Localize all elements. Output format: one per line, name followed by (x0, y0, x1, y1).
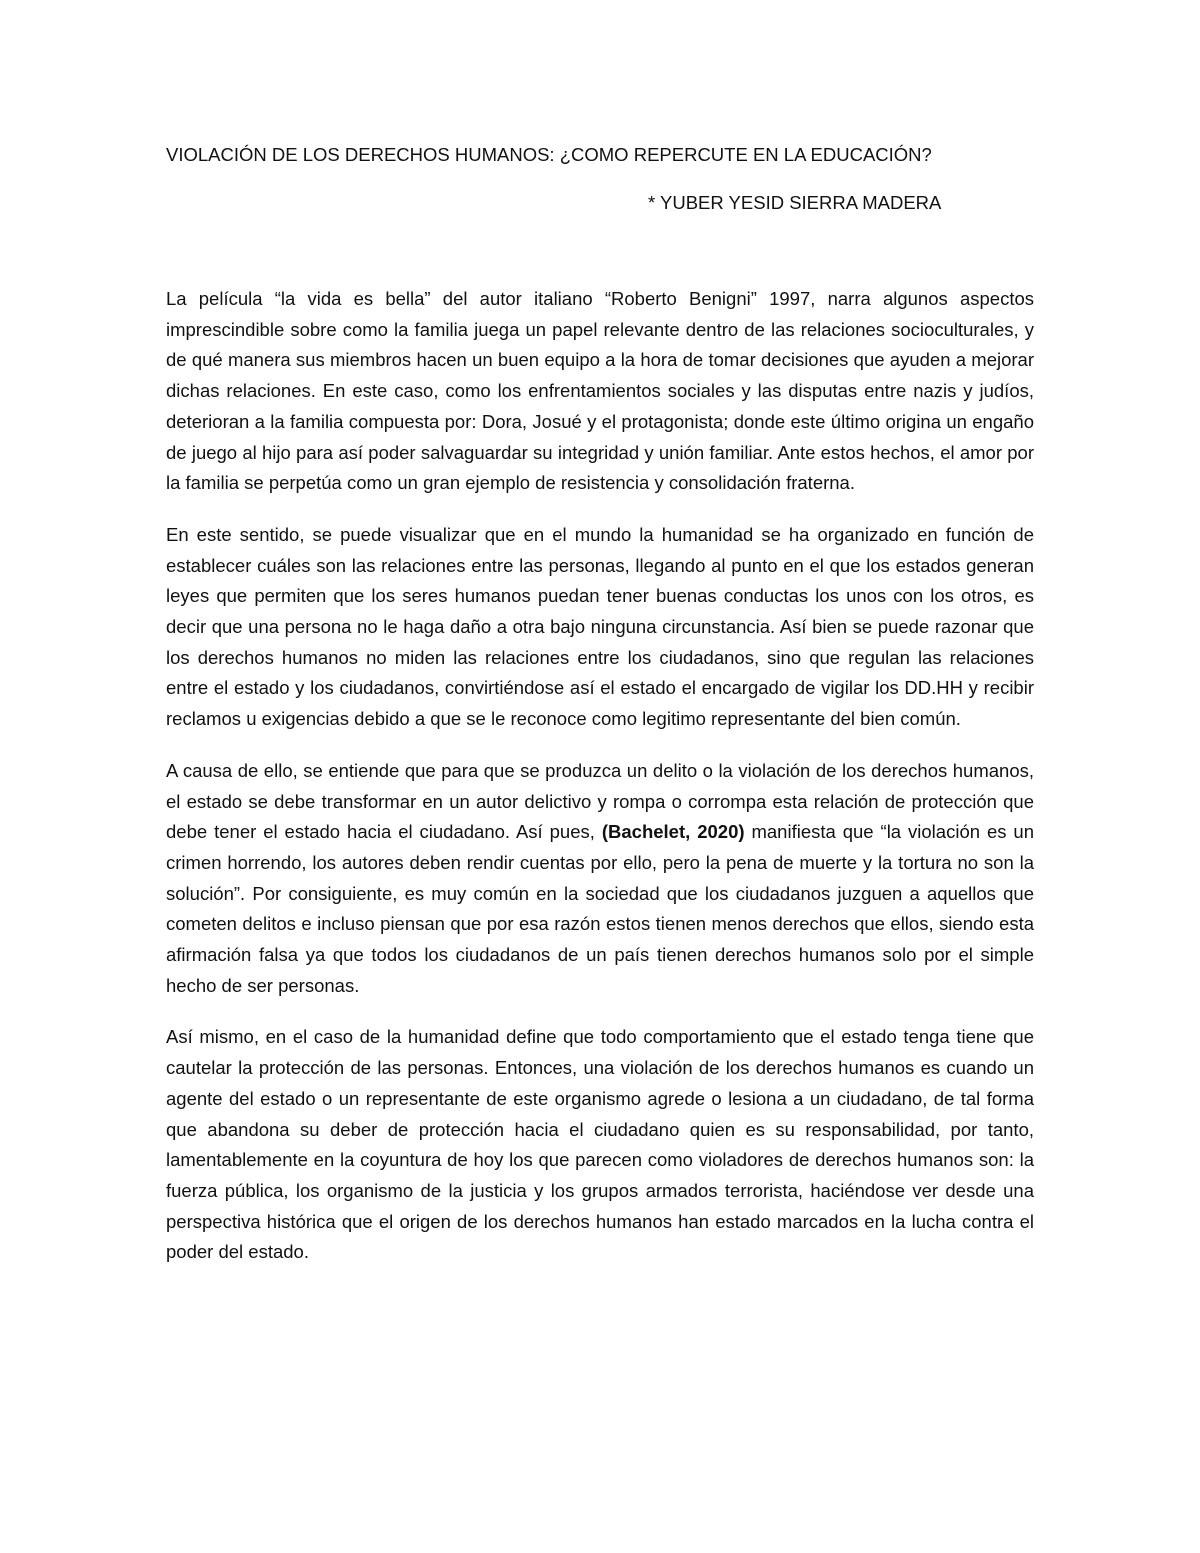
document-title: VIOLACIÓN DE LOS DERECHOS HUMANOS: ¿COMO REPERCUTE EN LA EDUCACIÓN? (166, 144, 932, 165)
paragraph-3 (166, 756, 1034, 1002)
paragraph-1: La película “la vida es bella” del autor italiano “Roberto Benigni” 1997, narra algunos aspectos imprescindible sobre como la familia juega un papel relevante dentro de las relaciones socioculturales, y de qué manera sus miembros hacen un buen equipo a la hora de tomar decisiones que ayuden a mejorar dichas relaciones. En este caso, como los enfrentamientos sociales y las disputas entre nazis y judíos, deterioran a la familia compuesta por: Dora, Josué y el protagonista; donde este último origina un engaño de juego al hijo para así poder salvaguardar su integridad y unión familiar. Ante estos hechos, el amor por la familia se perpetúa como un gran ejemplo de resistencia y consolidación fraterna. (166, 288, 1034, 494)
paragraph-3-before-citation: A causa de ello, se entiende que para que se produzca un delito o la violación de los derechos humanos, el estado se debe transformar en un autor delictivo y rompa o corrompa esta relación de protección que debe tener el estado hacia el ciudadano. Así pues, (166, 759, 1034, 843)
paragraph-3-after-citation: manifiesta que “la violación es un crimen horrendo, los autores deben rendir cuentas por ello, pero la pena de muerte y la tortura no son la solución”. Por consiguiente, es muy común en la sociedad que los ciudadanos juzguen a aquellos que cometen delitos e incluso piensan que por esa razón estos tienen menos derechos que ellos, siendo esta afirmación falsa ya que todos los ciudadanos de un país tienen derechos humanos solo por el simple hecho de ser personas. (166, 821, 1035, 996)
document-body (166, 284, 1034, 1289)
author-line: * YUBER YESID SIERRA MADERA (648, 192, 942, 213)
paragraph-4: Así mismo, en el caso de la humanidad define que todo comportamiento que el estado tenga tiene que cautelar la protección de las personas. Entonces, una violación de los derechos humanos es cuando un agente del estado o un representante de este organismo agrede o lesiona a un ciudadano, de tal forma que abandona su deber de protección hacia el ciudadano quien es su responsabilidad, por tanto, lamentablemente en la coyuntura de hoy los que parecen como violadores de derechos humanos son: la fuerza pública, los organismo de la justicia y los grupos armados terrorista, haciéndose ver desde una perspectiva histórica que el origen de los derechos humanos han estado marcados en la lucha contra el poder del estado. (166, 1026, 1034, 1263)
paragraph-2: En este sentido, se puede visualizar que en el mundo la humanidad se ha organizado en función de establecer cuáles son las relaciones entre las personas, llegando al punto en el que los estados generan leyes que permiten que los seres humanos puedan tener buenas conductas los unos con los otros, es decir que una persona no le haga daño a otra bajo ninguna circunstancia. Así bien se puede razonar que los derechos humanos no miden las relaciones entre los ciudadanos, sino que regulan las relaciones entre el estado y los ciudadanos, convirtiéndose así el estado el encargado de vigilar los DD.HH y recibir reclamos u exigencias debido a que se le reconoce como legitimo representante del bien común. (166, 523, 1034, 730)
citation-bachelet: (Bachelet, 2020) (601, 821, 745, 843)
